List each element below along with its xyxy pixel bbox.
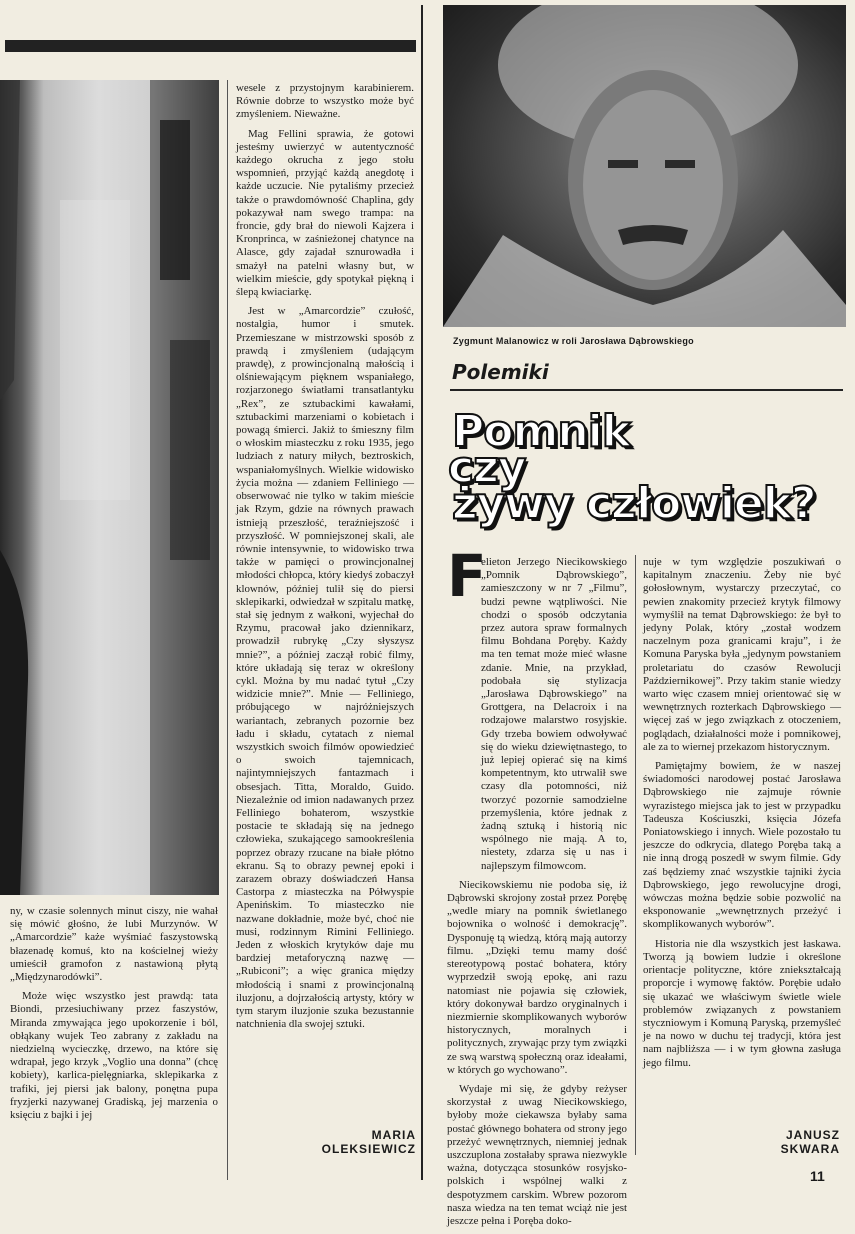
paragraph: Mag Fellini sprawia, że gotowi jesteśmy uwierzyć w autentyczność każdego okrucha z jego stołu wspomnień, przyjąć każdą anegdotę i każde uczucie. Nie pytaliśmy przecież także o prawdomówność Chaplina, gdy pokazywał nam swego trampa: na froncie, gdy brał do niewoli Kajzera i Kronprinca, w zaśnieżonej chatynce na Alasce, gdy zajadał sznurowadła i smażył na patelni własny but, w wielkim mieście, gdy spotykał piękną i ślepą kwiaciarkę. xyxy=(236,127,414,299)
paragraph: ny, w czasie solennych minut ciszy, nie wahał się mówić głośno, że lubi Murzynów. W „Amarcordzie” każe wyśmiać faszystowską błazenadę komuś, kto na kościelnej wieży umieścił gramofon z nastawioną płytą „Międzynarodówki”. xyxy=(10,905,218,984)
column-rule-left xyxy=(227,80,228,1180)
paragraph: Może więc wszystko jest prawdą: tata Biondi, przesiuchiwany przez faszystów, Miranda zmywająca jego upokorzenie i ból, obłąkany wujek Teo zabrany z zakładu na niedzielną wycieczkę, drzewo, na które się wdrapał, jego krzyk „Voglio una donna” (chcę kobiety), karlica-pielęgniarka, sklepikarka z trafiki, jej piersi jak balony, ponętna pupa fryzjerki nazywanej Gradiską, jej marzenia o księciu z bajki i jej xyxy=(10,990,218,1122)
author-signature-left xyxy=(300,1128,416,1156)
section-rule xyxy=(450,389,843,391)
paragraph: Jest w „Amarcordzie” czułość, nostalgia, humor i smutek. Przemieszane w mistrzowski sposób z prawdą i zmyśleniem (udającym prawdę), z prowincjonalną małością i olśniewającym pięknem wspaniałego, rozjarzonego światłami transatlantyku „Rex”, ze sztubackimi kawałami, sztubackimi marzeniami o kobietach i powagą śmierci. Jakiż to śmieszny film o włoskim miasteczku z roku 1935, jego ludziach z natury miłych, beztroskich, wspaniałomyślnych. Wielkie widowisko życia można — zdaniem Felliniego — obserwować nie tylko w takim mieście jak Rzym, gdzie na równych prawach istnieją przeszłość, teraźniejszość i przyszłość. W pomniejszonej skali, ale równie intensywnie, to widowisko trwa także w pamięci o prowincjonalnej młodości chłopca, który kiedyś zobaczył klownów, później tulił się do piersi sklepikarki, odwiedzał w szpitalu matkę, stał się jednym z wałkoni, wyjechał do Rzymu, pracował jako dziennikarz, prowadził rubrykę „Czy słyszysz mnie?”, a później zaczął robić filmy, które układają się teraz w określony cykl. Można by mu nadać tytuł „Czy widzicie mnie?”. Mnie — Felliniego, próbującego w najróżniejszych wariantach, zebranych pozornie bez ładu i składu, cytatach z niemal wszystkich swoich filmów opowiedzieć o swoich tajemnicach, najintymniejszych fantazmach i obsesjach. Titta, Moraldo, Guido. Niezależnie od imion nadawanych przez Felliniego bohaterom, wszystkie postacie te składają się na jednego człowieka, szukającego samookreślenia poprzez obrazy rzucane na białe płótno ekranu. Są to obrazy pewnej epoki i zarazem obrazy doświadczeń Hansa Castorpa z miasteczka na Półwyspie Apenińskim. To miasteczko nie nazwane dokładnie, może być, choć nie musi, rodzinnym Rimini Felliniego. Jeden z włoskich krytyków daje mu bardziej metaforyczną nazwę — „Rubiconi”; a więc granica między młodością i snami z prowincjonalną iluzjonu, a dojrzałością artysty, który w tym starym iluzjonie szuka bezustannie natchnienia dla swojej sztuki. xyxy=(236,305,414,1031)
drop-cap: F xyxy=(447,542,487,610)
column-rule-right xyxy=(635,555,636,1155)
author-last-name: OLEKSIEWICZ xyxy=(321,1142,416,1156)
article-left-col2 xyxy=(236,82,414,1037)
film-still-photo xyxy=(0,80,219,895)
author-first-name: JANUSZ xyxy=(785,1128,840,1142)
paragraph: Pamiętajmy bowiem, że w naszej świadomości narodowej postać Jarosława Dąbrowskiego nie zajmuje równie wyrazistego miejsca jak to jest w przypadku Tadeusza Kościuszki, księcia Józefa Poniatowskiego i innych. Wiele pozostało tu jeszcze do odkrycia, dlatego Poręba taką a nie inną drogą poszedł w swym filmie. Gdy zaś będziemy znać wszystkie tajniki życia Dąbrowskiego, jego rewolucyjne drogi, wówczas można będzie sobie pozwolić na eksponowanie „wewnętrznych przeżyć i skomplikowanych wyborów”. xyxy=(643,760,841,931)
headline-line2: czy xyxy=(448,442,526,493)
article-right-col3 xyxy=(447,556,627,1234)
column-rule-center xyxy=(421,5,423,1180)
paragraph: Wydaje mi się, że gdyby reżyser skorzystał z uwag Niecikowskiego, byłoby może ciekawsza byłaby sama postać głównego bohatera od strony jego przeżyć wewnętrznych, niemniej jednak uszczuplona zostałaby sprawa niezwykle ważna, dotycząca stosunków rosyjsko-polskich i wspólnej walki z despotyzmem carskim. Wbrew pozorom nasza wiedza na ten temat wciąż nie jest jeszcze pełna i Poręba doko- xyxy=(447,1082,627,1227)
paragraph: Niecikowskiemu nie podoba się, iż Dąbrowski skrojony został przez Porębę „wedle miary na pomnik świetlanego bojownika o wolność i demokrację”. Dysponuję tą wiedzą, którą mają autorzy filmu. „Dzięki temu mamy dość stereotypową postać bohatera, który wyprzedził swoją epokę, ani razu natomiast nie pojawia się człowiek, który dokonywał bardzo oryginalnych i niezmiernie skomplikowanych wyborów historycznych, moralnych i politycznych, zrywając przy tym związki ze swą warstwą społeczną oraz ideałami, w których go wychowano”. xyxy=(447,878,627,1076)
page-number: 11 xyxy=(810,1168,825,1184)
section-label: Polemiki xyxy=(452,360,549,384)
author-first-name: MARIA xyxy=(371,1128,416,1142)
top-rule-left xyxy=(5,40,416,52)
headline-line1: Pomnik xyxy=(452,406,630,457)
portrait-graphic xyxy=(443,5,846,327)
paragraph: elieton Jerzego Niecikowskiego „Pomnik Dąbrowskiego”, zamieszczony w nr 7 „Filmu”, budzi pewne wątpliwości. Nie chodzi o sposób odczytania przez autora spraw formalnych filmu Bohdana Poręby. Każdy ma ten temat może mieć własne zdanie. Mnie, na przykład, podobała się stylizacja „Jarosława Dąbrowskiego” na Grottgera, na Delacroix i na rodzajowe malarstwo rosyjskie. Gdy trzeba bowiem odwoływać się do wieku dziewiętnastego, to już lepiej opierać się na kimś kompetentnym, kto utrwalił swe czasy dla potomności, niż tworzyć pozornie samodzielne przemyślenia, które jednak z żadną sztuką i historią nic wspólnego nie mają. A to, niestety, zdarza się u nas i najlepszym filmowcom. xyxy=(481,556,627,872)
author-last-name: SKWARA xyxy=(780,1142,840,1156)
article-left-col1 xyxy=(10,905,218,1128)
headline-line3: żywy człowiek? xyxy=(452,478,816,529)
paragraph: wesele z przystojnym karabinierem. Równie dobrze to wszystko może być zmyśleniem. Nieważne. xyxy=(236,82,414,121)
paragraph: Historia nie dla wszystkich jest łaskawa. Tworzą ją bowiem ludzie i określone orientacje polityczne, które zniekształcają proporcje i wymowę faktów. Porębie udało się ukazać we właściwym świetle wiele problemów związanych z powstaniem styczniowym i Komuną Paryską, przemyśleć je na nowo w duchu tej tradycji, która jest nam najbliższa — i w tym głowna zasługa jego filmu. xyxy=(643,937,841,1069)
portrait-photo xyxy=(443,5,846,327)
paragraph: nuje w tym względzie poszukiwań o kapitalnym znaczeniu. Żeby nie być gołosłownym, wystarczy przeczytać, co pewien znakomity przecież krytyk filmowy wymyślił na temat Dąbrowskiego: że był to jedyny Polak, który „został wodzem naczelnym poza granicami kraju”, i że Komuna Paryska była „jedynym powstaniem proletariatu do czasów Rewolucji Październikowej”. Przy takim stanie wiedzy warto więc czasem mniej orientować się w wewnętrznych rozterkach Dąbrowskiego — więcej zaś w jego związkach z otoczeniem, poglądach, działalności może i pomnikowej, ale za to wiernej przekazom historycznym. xyxy=(643,556,841,753)
author-signature-right xyxy=(720,1128,840,1156)
photo-caption: Zygmunt Malanowicz w roli Jarosława Dąbrowskiego xyxy=(453,336,694,346)
film-still-graphic xyxy=(0,80,219,895)
article-right-col4 xyxy=(643,556,841,1076)
